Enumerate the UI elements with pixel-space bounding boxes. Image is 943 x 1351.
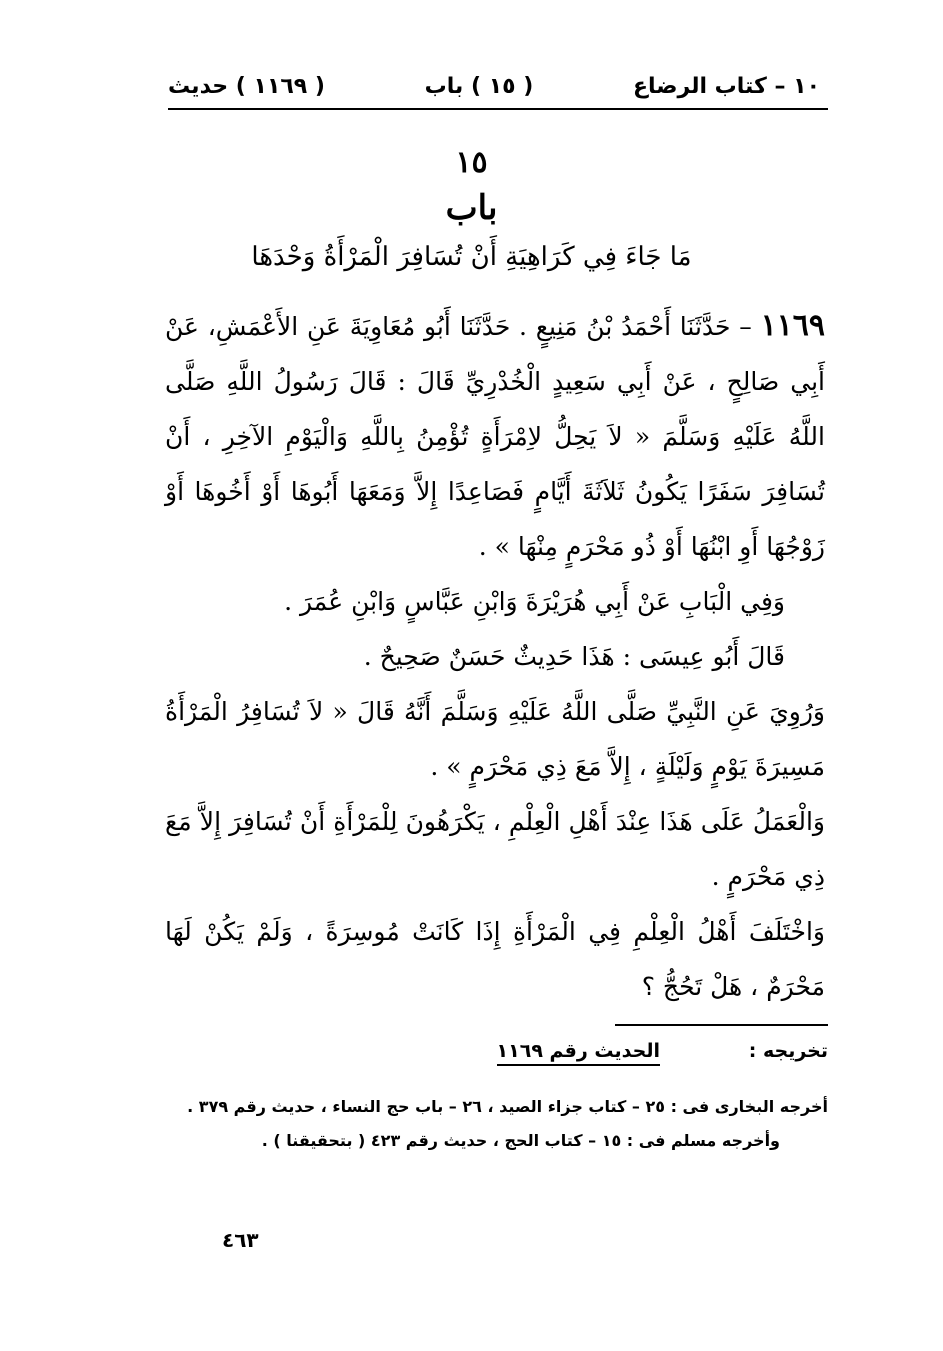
header-rule [168, 108, 828, 110]
page-number: ٤٦٣ [222, 1228, 259, 1252]
chapter-word: باب [445, 188, 498, 228]
hadith-number: ١١٦٩ [760, 308, 826, 343]
riwaya-paragraph: وَرُوِيَ عَنِ النَّبِيِّ صَلَّى اللَّهُ عَلَيْهِ وَسَلَّمَ أَنَّهُ قَالَ « لاَ تُسَافِرُ الْمَرْأَةُ مَسِيرَةَ يَوْمٍ وَلَيْلَةٍ ، إِلاَّ مَعَ ذِي مَحْرَمٍ » . [165, 697, 825, 781]
header-chapter: ( ١٥ ) باب [424, 73, 534, 99]
takhrij-row [410, 1040, 828, 1072]
takhrij-label: تخريجه : [748, 1040, 828, 1062]
footnotes [168, 1090, 828, 1158]
header-book: ١٠ – كتاب الرضاع [632, 73, 820, 99]
chapter-title: مَا جَاءَ فِي كَرَاهِيَةِ أَنْ تُسَافِرَ الْمَرْأَةُ وَحْدَهَا [251, 242, 692, 272]
footnote-muslim: وأخرجه مسلم فى : ١٥ – كتاب الحج ، حديث رقم ٤٢٣ ( بتحقيقنا ) . [261, 1131, 780, 1150]
footnote-bukhari: أخرجه البخارى فى : ٢٥ – كتاب جزاء الصيد ، ٢٦ – باب حج النساء ، حديث رقم ٣٧٩ . [187, 1097, 828, 1116]
chapter-number: ١٥ [455, 145, 488, 180]
running-header [168, 66, 820, 106]
bab-note: وَفِي الْبَابِ عَنْ أَبِي هُرَيْرَةَ وَابْنِ عَبَّاسٍ وَابْنِ عُمَرَ . [284, 587, 785, 616]
header-hadith: ( ١١٦٩ ) حديث [168, 73, 325, 99]
grading: قَالَ أَبُو عِيسَى : هَذَا حَدِيثٌ حَسَنٌ صَحِيحٌ . [363, 642, 785, 671]
body-text [165, 298, 825, 1014]
amal-paragraph: وَالْعَمَلُ عَلَى هَذَا عِنْدَ أَهْلِ الْعِلْمِ ، يَكْرَهُونَ لِلْمَرْأَةِ أَنْ تُسَافِرَ إِلاَّ مَعَ ذِي مَحْرَمٍ . [165, 807, 825, 891]
hadith-paragraph [165, 298, 825, 574]
ikhtilaf-paragraph: وَاخْتَلَفَ أَهْلُ الْعِلْمِ فِي الْمَرْأَةِ إِذَا كَانَتْ مُوسِرَةً ، وَلَمْ يَكُنْ لَهَا مَحْرَمٌ ، هَلْ تَحُجُّ ؟ [165, 917, 825, 1001]
takhrij-reference: الحديث رقم ١١٦٩ [497, 1040, 660, 1066]
footnote-rule [615, 1024, 828, 1026]
hadith-text: – حَدَّثَنَا أَحْمَدُ بْنُ مَنِيعٍ . حَدَّثَنَا أَبُو مُعَاوِيَةَ عَنِ الأَعْمَشِ، عَنْ أَبِي صَالِحٍ ، عَنْ أَبِي سَعِيدٍ الْخُدْرِيِّ قَالَ : قَالَ رَسُولُ اللَّهِ صَلَّى اللَّهُ عَلَيْهِ وَسَلَّمَ « لاَ يَحِلُّ لاِمْرَأَةٍ تُؤْمِنُ بِاللَّهِ وَالْيَوْمِ الآخِرِ ، أَنْ تُسَافِرَ سَفَرًا يَكُونُ ثَلاَثَةَ أَيَّامٍ فَصَاعِدًا إِلاَّ وَمَعَهَا أَبُوهَا أَوْ أَخُوهَا أَوْ زَوْجُهَا أَوِ ابْنُهَا أَوْ ذُو مَحْرَمٍ مِنْهَا » . [165, 312, 825, 561]
